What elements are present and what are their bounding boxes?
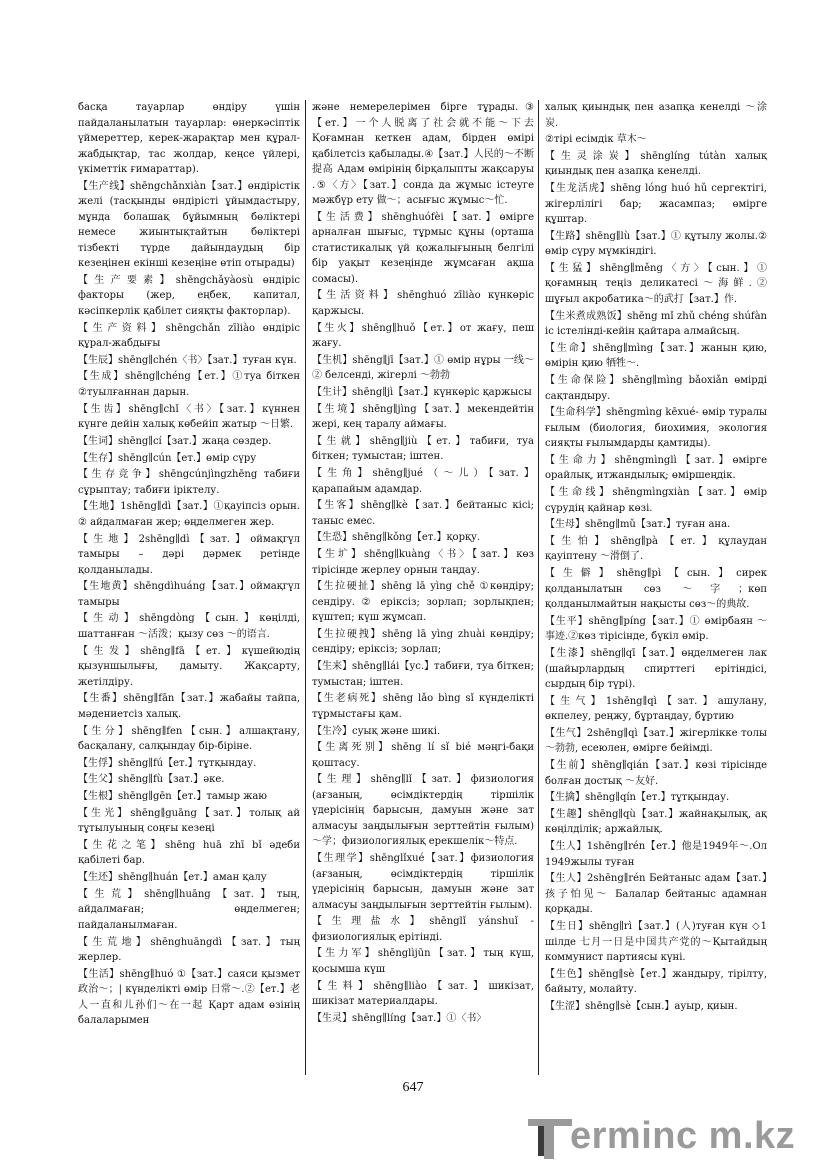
dictionary-entry: 【生产资料】shēngchǎn zīliào өндіріс құрал-жабдығы — [78, 322, 300, 350]
dictionary-entry: және немерелерімен бірге тұрады.③【ет.】一个人脱离了社会就不能～下去 Қоғамнан кеткен адам, бірден өмірі қабілетсіз қабылады.④【зат.】人民的～不断提高 Адам өмірінің бірқалыпты жақсаруы .⑤〈方〉【зат.】сонда да жұмыс істеуге мәжбүр ету 做～；асығыс жұмыс～忙. — [312, 102, 534, 206]
logo-text: erminc m.kz — [570, 1115, 796, 1157]
dictionary-entry: 【生境】shēng∥jìng【зат.】мекендейтін жері, кең таралу аймағы. — [312, 403, 534, 431]
dictionary-entry: 【生角】shēng∥jué（～儿）【зат.】қарапайым адамдар. — [312, 468, 534, 495]
dictionary-entry: 【生辰】shēng∥chén〈书〉【зат.】туған күн. — [78, 354, 297, 366]
dictionary-entry: 【生成】shēng∥chéng【ет.】①туа біткен ②туылғаннан дарын. — [78, 371, 300, 398]
dictionary-entry: 【生料】shēng∥liào【зат.】шикізат, шикізат материалдары. — [312, 980, 534, 1008]
dictionary-entry: 【生灵涂炭】shēnglíng tútàn халық қиындық пен азапқа кенелді. — [545, 150, 767, 178]
dictionary-entry: 【生力军】shēnglìjūn【зат.】тың күш, қосымша күш — [312, 948, 534, 975]
column-2 — [312, 100, 534, 1085]
dictionary-entry: 【生理学】shēnglǐxué【зат.】физиология (ағзаның, өсімдіктердің тіршілік үдерісінің барысын, дамуын және зат алмасуы заңдылығын зерттейтін ғылым). — [312, 853, 534, 911]
page-number: 647 — [402, 1080, 424, 1095]
dictionary-entry: 【生父】shēng∥fù【зат.】әке. — [78, 774, 225, 786]
dictionary-entry: 【生路】shēng∥lù【зат.】① құтылу жолы.② өмір сүру мүмкіндігі. — [545, 230, 767, 258]
dictionary-entry: 【生命保险】shēng∥mìng bǎoxiǎn өмірді сақтандыру. — [545, 375, 767, 402]
dictionary-entry: 【生平】shēng∥píng【зат.】① өмірбаян ～事迹.②көз тірісінде, бүкіл өмір. — [545, 615, 767, 643]
dictionary-entry: 【生存】shēng∥cún【ет.】өмір сүру — [78, 452, 257, 464]
dictionary-entry: 【生活】shēng∥huó ①【зат.】саяси қызмет 政治～；| күнделікті өмір 日常～.②【ет.】老人一直和儿孙们～在一起 Қарт адам өзінің балаларымен — [78, 968, 300, 1027]
column-divider — [538, 100, 539, 1075]
dictionary-entry: 【生计】shēng∥jì【зат.】күнкөріс қаржысы — [312, 386, 532, 398]
dictionary-entry: 【生命力】shēngmìnglì【зат.】өмірге орайлық, итжандылық; өміршеңдік. — [545, 454, 767, 482]
dictionary-entry: 【生拉硬拽】shēng lā yìng zhuài көндіру; сендіру; еріксіз; зорлап; — [312, 628, 534, 656]
dictionary-entry: 【生命线】shēngmìngxiàn【зат.】өмір сүрудің қайнар көзі. — [545, 487, 767, 514]
dictionary-entry: 【生光】shēng∥guāng【зат.】толық ай тұтылуының соңғы кезеңі — [78, 807, 300, 835]
dictionary-entry: 【生猛】shēng∥měng〈方〉【сын.】① қоғамның теңіз деликатесі～海鲜.② шұғыл акробатика～的武打【зат.】作. — [545, 262, 767, 305]
dictionary-entry: 【生米煮成熟饭】shēng mǐ zhǔ chéng shúfàn іс істелінді-кейін қайтара алмайсың. — [545, 310, 767, 338]
dictionary-entry: 【生地】2shēng∥dì【зат.】оймақгүл тамыры – дәрі дәрмек ретінде қолданылады. — [78, 533, 300, 576]
dictionary-entry: 【生人】2shēng∥rén Бейтаныс адам【зат.】孩子怕见～ Балалар бейтаныс адамнан қорқады. — [545, 873, 767, 916]
logo-t-stem — [544, 1119, 554, 1159]
dictionary-entry: 【生漆】shēng∥qī【зат.】өңделмеген лак (шайырлардың спирттегі ерітіндісі, сырдың бір түрі). — [545, 648, 767, 690]
dictionary-entry: 【生拉硬扯】shēng lā yìng chě ①көндіру; сендіру. ② еріксіз; зорлап; зорлықпен; күштеп; күш жұмсап. — [312, 581, 534, 624]
dictionary-entry: 【生涩】shēng∥sè【сын.】ауыр, қиын. — [545, 1000, 738, 1012]
dictionary-entry: басқа тауарлар өндіру үшін пайдаланылатын тауарлар: өнеркәсіптік үймереттер, керек-жарақтар мен құрал-жабдықтар, тас жолдар, кеңсе үйлері, үкіметтік ғимараттар). — [78, 102, 300, 175]
dictionary-entry: 【生僻】shēng∥pì【сын.】сирек қолданылатын сөз ～字；көп қолданылмайтын нақысты сөз～的典故. — [545, 568, 767, 611]
dictionary-entry: 【生龙活虎】shēng lóng huó hǔ сергектігі, жігерлілігі бар; жасампаз; өмірге құштар. — [545, 183, 767, 226]
dictionary-entry: 【生存竞争】shēngcúnjìngzhēng табиғи сұрыптау; табиғи іріктелу. — [78, 469, 300, 496]
logo-t-shadow — [538, 1126, 544, 1156]
dictionary-entry: 【生动】shēngdòng【сын.】көңілді, шаттанған ～活泼；қызу сөз ～的语言. — [78, 613, 300, 640]
dictionary-entry: 【生日】shēng∥rì【зат.】(人)туған күн ◇1 шілде 七月一日是中国共产党的～Қытайдың коммунист партиясы күні. — [545, 921, 767, 963]
termincom-logo[interactable] — [520, 1115, 810, 1161]
dictionary-entry: 【生理盐水】shēnglǐ yánshuǐ - физиологиялық ерітінді. — [312, 916, 534, 943]
dictionary-entry: 【生恐】shēng∥kǒng【ет.】қорқу. — [312, 532, 481, 544]
dictionary-entry: ②тірі есімдік 草木～ — [545, 134, 647, 146]
dictionary-entry: 【生火】shēng∥huǒ【ет.】от жағу, пеш жағу. — [312, 322, 534, 350]
dictionary-entry: 【生还】shēng∥huán【ет.】аман қалу — [78, 872, 267, 884]
dictionary-entry: 【生分】shēng∥fen【сын.】алшақтану, басқалану, салқындау бір-біріне. — [78, 725, 300, 752]
dictionary-entry: 【生灵】shēng∥líng【зат.】①〈书〉 — [312, 1012, 487, 1024]
dictionary-entry: 【生气】2shēng∥qì【зат.】жігерлікке толы～勃勃, есеюлен, өмірге бейімді. — [545, 727, 767, 755]
column-divider — [305, 100, 306, 1075]
dictionary-entry: 【生地黄】shēngdìhuáng【зат.】оймақгүл тамыры — [78, 581, 300, 608]
column-3 — [545, 100, 767, 1085]
dictionary-entry: 【生荒】shēng∥huāng【зат.】тың, айдалмаған; өңделмеген; пайдаланылмаған. — [78, 888, 300, 931]
dictionary-entry: 【生词】shēng∥cí【зат.】жаңа сөздер. — [78, 435, 272, 447]
dictionary-entry: 【生根】shēng∥gēn【ет.】тамыр жаю — [78, 791, 268, 803]
dictionary-entry: 【生色】shēng∥sè【ет.】жандыру, тірілту, байыту, молайту. — [545, 968, 767, 996]
dictionary-entry: 【生趣】shēng∥qù【зат.】жайнақылық, ақ көңілділік; аржайлық. — [545, 808, 767, 836]
dictionary-entry: 【生母】shēng∥mǔ【зат.】туған ана. — [545, 519, 731, 531]
column-1 — [78, 100, 300, 1085]
dictionary-entry: 【生地】1shēng∥dì【зат.】①қауіпсіз орын. ② айдалмаған жер; өңделмеген жер. — [78, 501, 300, 528]
dictionary-entry: 【生怕】shēng∥pà【ет.】құлаудан қауіптену ～滑倒了. — [545, 535, 767, 563]
dictionary-entry: 【生擒】shēng∥qín【ет.】тұтқындау. — [545, 792, 730, 804]
dictionary-entry: 【生命】shēng∥mìng【зат.】жанын қию, өмірін қию 牺牲～. — [545, 342, 767, 370]
dictionary-entry: 【生离死别】shēng lí sǐ bié мәңгі-бақи қоштасу. — [312, 742, 534, 769]
dictionary-entry: 【生番】shēng∥fān【зат.】жабайы тайпа, мәдениетсіз халық. — [78, 693, 300, 720]
dictionary-entry: 【生来】shēng∥lái【ус.】табиғи, туа біткен; тумыстан; іштен. — [312, 661, 534, 688]
dictionary-entry: 【生荒地】shēnghuāngdì【зат.】тың жерлер. — [78, 936, 300, 963]
dictionary-entry: 【生俘】shēng∥fú【ет.】тұтқындау. — [78, 757, 257, 769]
dictionary-entry: 【生就】shēng∥jiù【ет.】табиғи, туа біткен; тумыстан; іштен. — [312, 435, 534, 463]
dictionary-entry: 【生齿】shēng∥chǐ〈书〉【зат.】күннен күнге дейін халық көбейіп жатыр ～日繁. — [78, 403, 300, 431]
dictionary-entry: 【生产线】shēngchǎnxiàn【зат.】өндірістік желі (тасқынды өндірісті ұйымдастыру, мұнда болашақ бұйымның бөліктері немесе жиынтықтайтын бөліктері тізбекті түрде дайындаудың бір кезеңінен екінші кезеңіне өтіп отырады) — [78, 180, 300, 270]
dictionary-entry: 【生产要素】shēngchǎyàosù өндіріс факторы (жер, еңбек, капитал, кәсіпкерлік қабілет сияқты факторлар). — [78, 274, 300, 317]
dictionary-entry: 【生理】shēng∥lǐ【зат.】физиология (ағзаның, өсімдіктердің тіршілік үдерісінің барысын, дамуын және зат алмасуы заңдылығын зерттейтін ғылым) ～学；физиологиялық ерекшелік～特点. — [312, 774, 534, 848]
dictionary-entry: 【生活费】shēnghuófèi【зат.】өмірге арналған шығыс, тұрмыс құны (орташа статистикалық үй қожалығының белгілі бір уақыт кезеңінде жұмсаған ақша сомасы). — [312, 211, 534, 285]
dictionary-entry: халық қиындық пен азапқа кенелді ～涂炭. — [545, 102, 767, 129]
dictionary-entry: 【生圹】shēng∥kuàng〈书〉【зат.】көз тірісінде жерлеу орнын таңдау. — [312, 549, 534, 576]
dictionary-entry: 【生老病死】shēng lǎo bìng sǐ күнделікті тұрмыстағы қам. — [312, 693, 534, 720]
dictionary-entry: 【生机】shēng∥jī【зат.】① өмір нұры 一线～② белсенді, жігерлі ～勃勃 — [312, 354, 534, 382]
dictionary-entry: 【生花之笔】shēng huā zhī bǐ әдеби қабілеті бар. — [78, 839, 300, 867]
dictionary-entry: 【生活资料】shēnghuó zīliào күнкөріс қаржысы. — [312, 290, 534, 317]
dictionary-entry: 【生前】shēng∥qián【зат.】көзі тірісінде болған достық ～友好. — [545, 760, 767, 787]
dictionary-entry: 【生命科学】shēngmìng kēxué- өмір туралы ғылым (биология, биохимия, экология сияқты ғылымдарды қамтиды). — [545, 407, 767, 450]
dictionary-entry: 【生气】1shēng∥qì【зат.】ашулану, өкпелеу, реңжу, бұртаңдау, бұртию — [545, 695, 767, 723]
dictionary-entry: 【生冷】суық және шикі. — [312, 725, 441, 737]
dictionary-entry: 【生人】1shēng∥rén【ет.】他是1949年～.Ол 1949жылы туған — [545, 841, 767, 868]
dictionary-entry: 【生客】shēng∥kè【зат.】бейтаныс кісі; таныс емес. — [312, 500, 534, 527]
dictionary-entry: 【生发】shēng∥fā【ет.】күшейюдің қызуншылығы, дамыту. Жақсарту, жетілдіру. — [78, 645, 300, 688]
